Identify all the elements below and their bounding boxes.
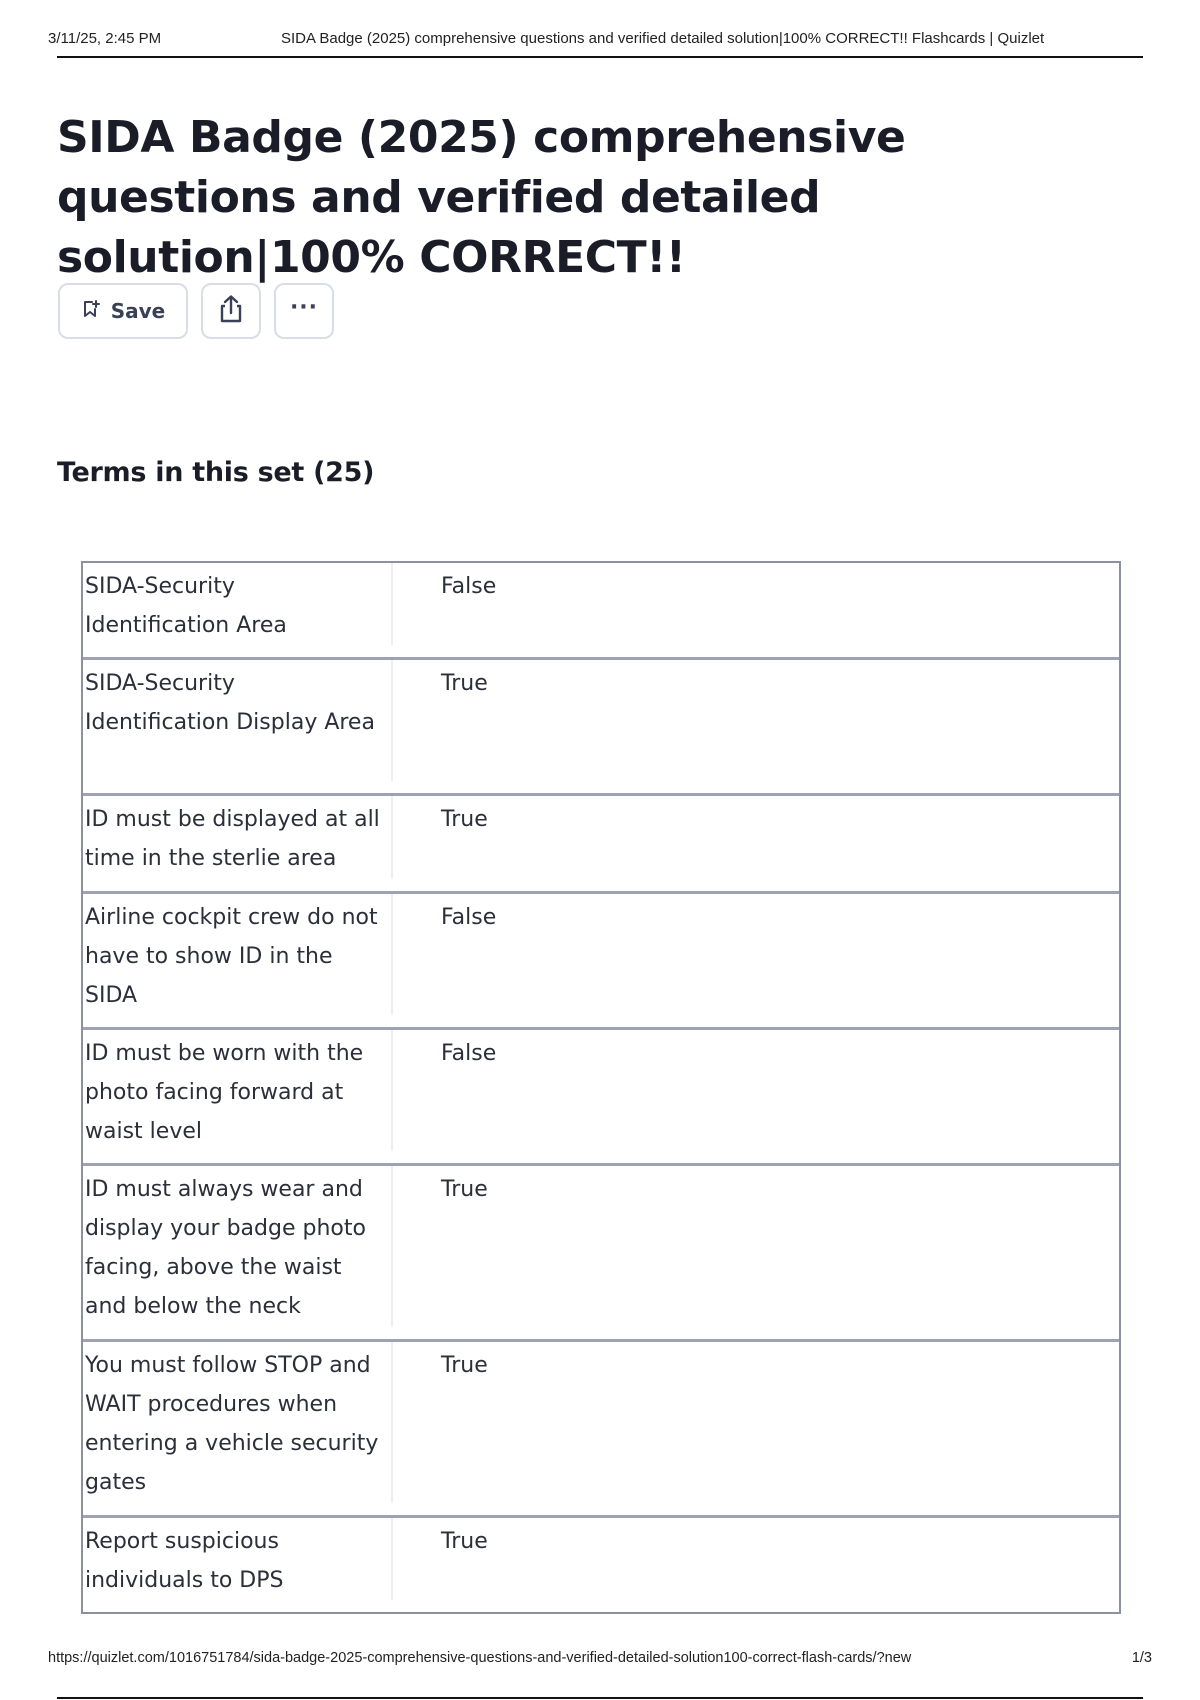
term-text: Report suspicious individuals to DPS: [85, 1529, 284, 1593]
row-divider: [391, 1342, 393, 1503]
definition-text: False: [441, 905, 497, 930]
definition-text: True: [441, 671, 488, 696]
print-date: 3/11/25, 2:45 PM: [48, 30, 162, 47]
print-footer: [0, 1650, 1200, 1672]
term-row: [83, 1342, 1119, 1518]
row-divider: [391, 1166, 393, 1327]
row-divider: [391, 796, 393, 879]
term-row: [83, 1166, 1119, 1342]
term-text: ID must be worn with the photo facing forward at waist level: [85, 1041, 364, 1144]
term-text: ID must always wear and display your badge photo facing, above the waist and below the neck: [85, 1177, 366, 1319]
term-row: [83, 563, 1119, 660]
save-label: Save: [110, 299, 166, 323]
term-text: ID must be displayed at all time in the sterlie area: [85, 807, 380, 871]
definition-text: True: [441, 807, 488, 832]
row-divider: [391, 563, 393, 645]
terms-heading: Terms in this set (25): [57, 457, 375, 488]
term-row: [83, 1030, 1119, 1166]
definition-text: False: [441, 1041, 497, 1066]
more-button[interactable]: [274, 283, 334, 339]
footer-rule: [57, 1697, 1143, 1699]
print-page-title: SIDA Badge (2025) comprehensive questions and verified detailed solution|100% CORRECT!! Flashcards | Quizlet: [281, 30, 1045, 47]
save-button[interactable]: [58, 283, 188, 339]
definition-text: False: [441, 574, 497, 599]
term-text: SIDA-Security Identification Display Area: [85, 671, 375, 735]
definition-text: True: [441, 1177, 488, 1202]
term-row: [83, 796, 1119, 894]
term-text: SIDA-Security Identification Area: [85, 574, 287, 638]
print-url: https://quizlet.com/1016751784/sida-badge-2025-comprehensive-questions-and-verified-detailed-solution100-correct-flash-cards/?new: [48, 1650, 912, 1666]
terms-table: [81, 561, 1121, 1614]
header-rule: [57, 56, 1143, 58]
term-text: Airline cockpit crew do not have to show ID in the SIDA: [85, 905, 378, 1008]
share-icon: [217, 294, 245, 328]
row-divider: [391, 1030, 393, 1151]
term-row: [83, 1518, 1119, 1612]
page-number: 1/3: [1131, 1650, 1152, 1666]
more-icon: ···: [289, 294, 319, 320]
row-divider: [391, 660, 393, 781]
share-button[interactable]: [201, 283, 261, 339]
row-divider: [391, 1518, 393, 1600]
bookmark-add-icon: [81, 299, 101, 323]
term-text: You must follow STOP and WAIT procedures when entering a vehicle security gates: [85, 1353, 379, 1495]
set-title: SIDA Badge (2025) comprehensive questions and verified detailed solution|100% CORRECT!!: [57, 112, 906, 283]
term-row: [83, 660, 1119, 796]
term-row: [83, 894, 1119, 1030]
row-divider: [391, 894, 393, 1015]
print-header: [0, 28, 1200, 50]
definition-text: True: [441, 1529, 488, 1554]
definition-text: True: [441, 1353, 488, 1378]
